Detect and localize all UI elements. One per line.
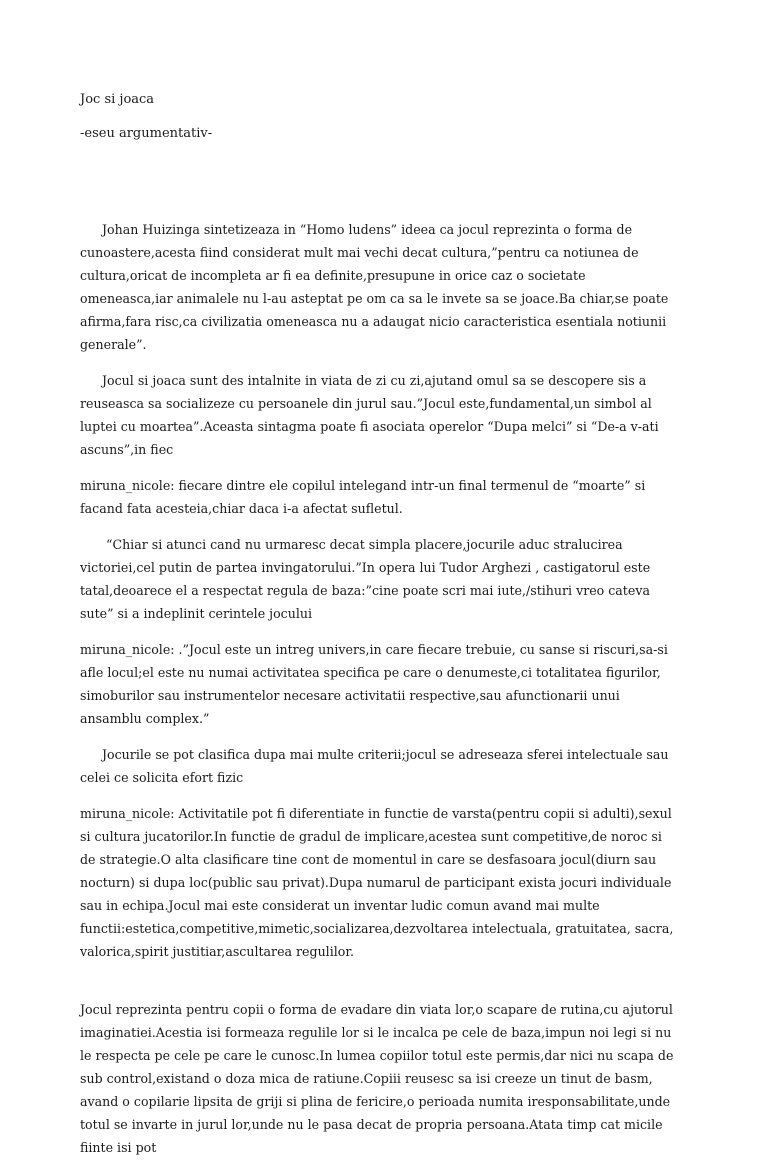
paragraph-comment-moarte: miruna_nicole: fiecare dintre ele copilul intelegand intr-un final termenul de “moarte” si facand fata acesteia,chiar daca i-a afectat sufletul. bbox=[80, 478, 646, 516]
document-body bbox=[80, 218, 680, 1172]
paragraph-huizinga: Johan Huizinga sintetizeaza in “Homo ludens” ideea ca jocul reprezinta o forma de cunoastere,acesta fiind considerat mult mai vechi decat cultura,”pentru ca notiunea de cultura,oricat de incompleta ar fi ea definite,presupune in orice caz o societate omeneasca,iar animalele nu l-au asteptat pe om ca sa le invete sa se joace.Ba chiar,se poate afirma,fara risc,ca civilizatia omeneasca nu a adaugat nicio caracteristica esentiala notiunii generale”. bbox=[80, 222, 669, 352]
paragraph-comment-univers: miruna_nicole: .”Jocul este un intreg univers,in care fiecare trebuie, cu sanse si riscuri,sa-si afle locul;el este nu numai activitatea specifica pe care o denumeste,ci totalitatea figurilor, simoburilor sau instrumentelor necesare activitatii respective,sau afunctionarii unui ansamblu complex.” bbox=[80, 642, 668, 726]
paragraph-spacer bbox=[80, 976, 680, 998]
paragraph-joc-si-joaca: Jocul si joaca sunt des intalnite in viata de zi cu zi,ajutand omul sa se descopere sis a reuseasca sa socializeze cu persoanele din jurul sau.”Jocul este,fundamental,un simbol al luptei cu moartea”.Aceasta sintagma poate fi asociata operelor “Dupa melci” si “De-a v-ati ascuns”,in fiec bbox=[80, 373, 659, 457]
paragraph-evadare: Jocul reprezinta pentru copii o forma de evadare din viata lor,o scapare de rutina,cu ajutorul imaginatiei.Acestia isi formeaza regulile lor si le incalca pe cele de baza,impun noi legi si nu le respecta pe cele pe care le cunosc.In lumea copiilor totul este permis,dar nici nu scapa de sub control,existand o doza mica de ratiune.Copiii reusesc sa isi creeze un tinut de basm, avand o copilarie lipsita de griji si plina de fericire,o perioada numita iresponsabilitate,unde totul se invarte in jurul lor,unde nu le pasa decat de propria persoana.Atata timp cat micile fiinte isi pot bbox=[80, 1002, 674, 1155]
paragraph-clasificare: Jocurile se pot clasifica dupa mai multe criterii;jocul se adreseaza sferei intelectuale sau celei ce solicita efort fizic bbox=[80, 747, 669, 785]
document-title: Joc si joaca bbox=[80, 92, 155, 107]
paragraph-arghezi: “Chiar si atunci cand nu urmaresc decat simpla placere,jocurile aduc stralucirea victoriei,cel putin de partea invingatorului.”In opera lui Tudor Arghezi , castigatorul este tatal,deoarece el a respectat regula de baza:”cine poate scri mai iute,/stihuri vreo cateva sute” si a indeplinit cerintele jocului bbox=[80, 537, 651, 621]
paragraph-comment-activitati: miruna_nicole: Activitatile pot fi diferentiate in functie de varsta(pentru copii si adulti),sexul si cultura jucatorilor.In functie de gradul de implicare,acestea sunt competitive,de noroc si de strategie.O alta clasificare tine cont de momentul in care se desfasoara jocul(diurn sau nocturn) si dupa loc(public sau privat).Dupa numarul de participant exista jocuri individuale sau in echipa.Jocul mai este considerat un inventar ludic comun avand mai multe functii:estetica,competitive,mimetic,socializarea,dezvoltarea intelectuala, gratuitatea, sacra, valorica,spirit justitiar,ascultarea regulilor. bbox=[80, 806, 674, 959]
document-subtitle: -eseu argumentativ- bbox=[80, 126, 213, 141]
